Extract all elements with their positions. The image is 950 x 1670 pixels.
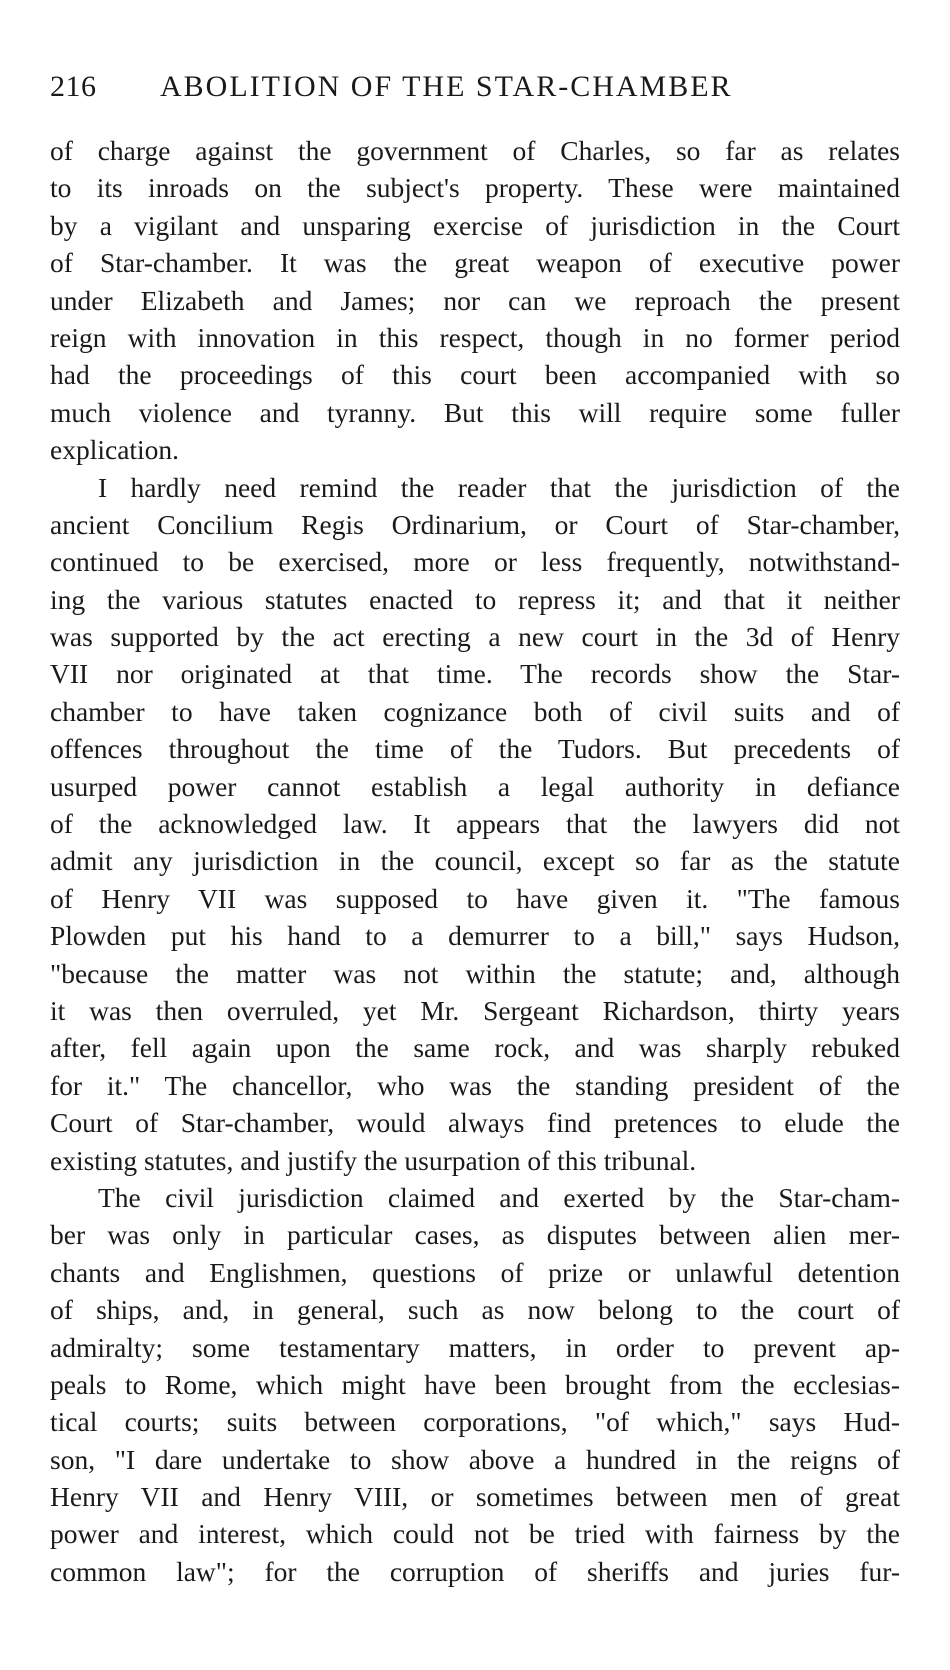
text-line: explication. xyxy=(50,434,180,466)
text-line: for it." The chancellor, who was the standing president of the xyxy=(50,1069,900,1101)
text-line: ancient Concilium Regis Ordinarium, or Court of Star-chamber, xyxy=(50,508,900,540)
text-line: "because the matter was not within the statute; and, although xyxy=(50,957,900,989)
text-line: under Elizabeth and James; nor can we reproach the present xyxy=(50,284,900,316)
text-line: admit any jurisdiction in the council, except so far as the statute xyxy=(50,845,900,877)
running-title: ABOLITION OF THE STAR-CHAMBER xyxy=(160,70,733,103)
paragraph xyxy=(50,132,900,469)
text-line: of the acknowledged law. It appears that the lawyers did not xyxy=(50,808,900,840)
text-line: by a vigilant and unsparing exercise of jurisdiction in the Court xyxy=(50,209,900,241)
text-line: chamber to have taken cognizance both of civil suits and of xyxy=(50,695,900,727)
text-line: existing statutes, and justify the usurpation of this tribunal. xyxy=(50,1144,697,1176)
text-line: of ships, and, in general, such as now belong to the court of xyxy=(50,1294,900,1326)
body-text xyxy=(50,132,900,1590)
text-line: much violence and tyranny. But this will require some fuller xyxy=(50,396,900,428)
text-line: of charge against the government of Charles, so far as relates xyxy=(50,135,900,166)
text-line: was supported by the act erecting a new court in the 3d of Henry xyxy=(50,621,900,653)
text-line: reign with innovation in this respect, though in no former period xyxy=(50,321,900,353)
text-line: after, fell again upon the same rock, and was sharply rebuked xyxy=(50,1032,900,1064)
text-line: ber was only in particular cases, as disputes between alien mer- xyxy=(50,1219,900,1251)
paragraph xyxy=(50,1179,900,1590)
text-line: of Star-chamber. It was the great weapon of executive power xyxy=(50,247,900,279)
text-line: power and interest, which could not be tried with fairness by the xyxy=(50,1518,900,1550)
text-line: to its inroads on the subject's property. These were maintained xyxy=(50,172,900,204)
book-page xyxy=(50,70,900,1590)
text-line: common law"; for the corruption of sheriffs and juries fur- xyxy=(50,1555,900,1587)
text-line: I hardly need remind the reader that the jurisdiction of the xyxy=(98,471,900,503)
page-number: 216 xyxy=(50,70,97,103)
text-line: Court of Star-chamber, would always find pretences to elude the xyxy=(50,1107,900,1139)
text-line: offences throughout the time of the Tudors. But precedents of xyxy=(50,733,900,765)
text-line: son, "I dare undertake to show above a hundred in the reigns of xyxy=(50,1443,900,1475)
text-line: it was then overruled, yet Mr. Sergeant Richardson, thirty years xyxy=(50,994,900,1026)
running-head xyxy=(50,70,900,120)
text-line: admiralty; some testamentary matters, in order to prevent ap- xyxy=(50,1331,900,1363)
text-line: peals to Rome, which might have been brought from the ecclesias- xyxy=(50,1368,900,1400)
text-line: chants and Englishmen, questions of prize or unlawful detention xyxy=(50,1256,900,1288)
text-line: Plowden put his hand to a demurrer to a bill," says Hudson, xyxy=(50,920,900,952)
text-line: The civil jurisdiction claimed and exerted by the Star-cham- xyxy=(98,1181,900,1213)
paragraph xyxy=(50,469,900,1179)
text-line: usurped power cannot establish a legal authority in defiance xyxy=(50,770,900,802)
text-line: continued to be exercised, more or less frequently, notwithstand- xyxy=(50,546,900,578)
text-line: of Henry VII was supposed to have given it. "The famous xyxy=(50,882,900,914)
text-line: VII nor originated at that time. The records show the Star- xyxy=(50,658,900,690)
text-line: tical courts; suits between corporations, "of which," says Hud- xyxy=(50,1406,900,1438)
text-line: ing the various statutes enacted to repress it; and that it neither xyxy=(50,583,900,615)
text-line: Henry VII and Henry VIII, or sometimes between men of great xyxy=(50,1481,900,1513)
text-line: had the proceedings of this court been accompanied with so xyxy=(50,359,900,391)
